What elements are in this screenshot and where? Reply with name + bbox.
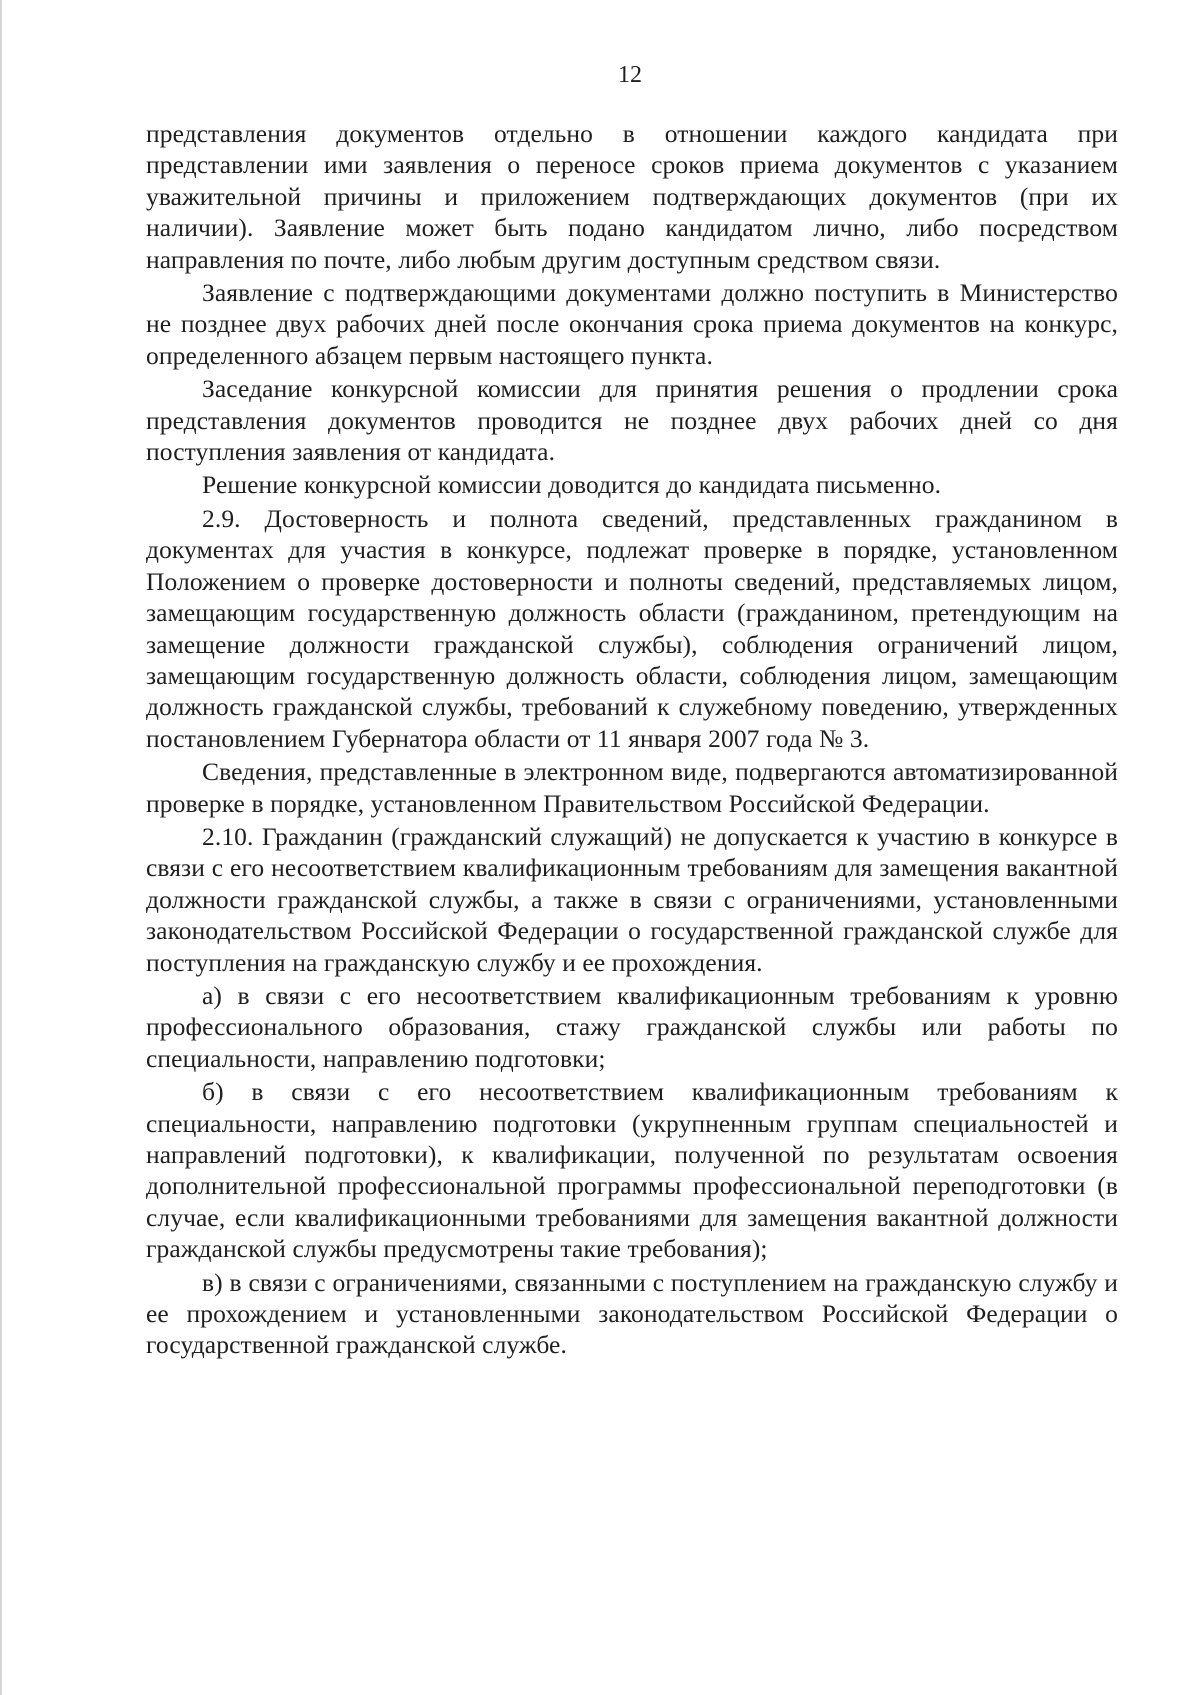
- paragraph-commission-decision: Решение конкурсной комиссии доводится до кандидата письменно.: [202, 470, 942, 500]
- paragraph-continuation: представления документов отдельно в отношении каждого кандидата при представлении ими заявления о переносе сроков приема документов с указанием уважительной причины и приложением подтверждающих документов (при их наличии). Заявление может быть подано кандидатом лично, либо посредством направления по почте, либо любым другим доступным средством связи.: [146, 119, 1118, 274]
- list-item-b: б) в связи с его несоответствием квалификационным требованиям к специальности, направлению подготовки (укрупненным группам специальностей и направлений подготовки), к квалификации, полученной по результатам освоения дополнительной профессиональной программы профессиональной переподготовки (в случае, если квалификационными требованиями для замещения вакантной должности гражданской службы предусмотрены такие требования);: [146, 1077, 1118, 1264]
- page-number: 12: [618, 62, 642, 88]
- scan-edge-line: [0, 0, 2, 1695]
- list-item-a: а) в связи с его несоответствием квалификационным требованиям к уровню профессионального образования, стажу гражданской службы или работы по специальности, направлению подготовки;: [146, 980, 1118, 1073]
- paragraph-application-deadline: Заявление с подтверждающими документами должно поступить в Министерство не позднее двух рабочих дней после окончания срока приема документов на конкурс, определенного абзацем первым настоящего пункта.: [146, 278, 1118, 370]
- paragraph-electronic-check: Сведения, представленные в электронном виде, подвергаются автоматизированной проверке в порядке, установленном Правительством Российской Федерации.: [146, 757, 1118, 818]
- list-item-v: в) в связи с ограничениями, связанными с поступлением на гражданскую службу и ее прохождением и установленными законодательством Российской Федерации о государственной гражданской службе.: [146, 1267, 1118, 1360]
- paragraph-2-10: 2.10. Гражданин (гражданский служащий) не допускается к участию в конкурсе в связи с его несоответствием квалификационным требованиям для замещения вакантной должности гражданской службы, а также в связи с ограничениями, установленными законодательством Российской Федерации о государственной гражданской службе для поступления на гражданскую службу и ее прохождения.: [146, 821, 1118, 977]
- paragraph-2-9: 2.9. Достоверность и полнота сведений, представленных гражданином в документах для участия в конкурсе, подлежат проверке в порядке, установленном Положением о проверке достоверности и полноты сведений, представляемых лицом, замещающим государственную должность области (гражданином, претендующим на замещение должности гражданской службы), соблюдения ограничений лицом, замещающим государственную должность области, соблюдения лицом, замещающим должность гражданской службы, требований к служебному поведению, утвержденных постановлением Губернатора области от 11 января 2007 года № 3.: [146, 503, 1118, 753]
- paragraph-commission-meeting: Заседание конкурсной комиссии для принятия решения о продлении срока представления документов проводится не позднее двух рабочих дней со дня поступления заявления от кандидата.: [146, 374, 1118, 467]
- document-body: [146, 118, 1118, 1361]
